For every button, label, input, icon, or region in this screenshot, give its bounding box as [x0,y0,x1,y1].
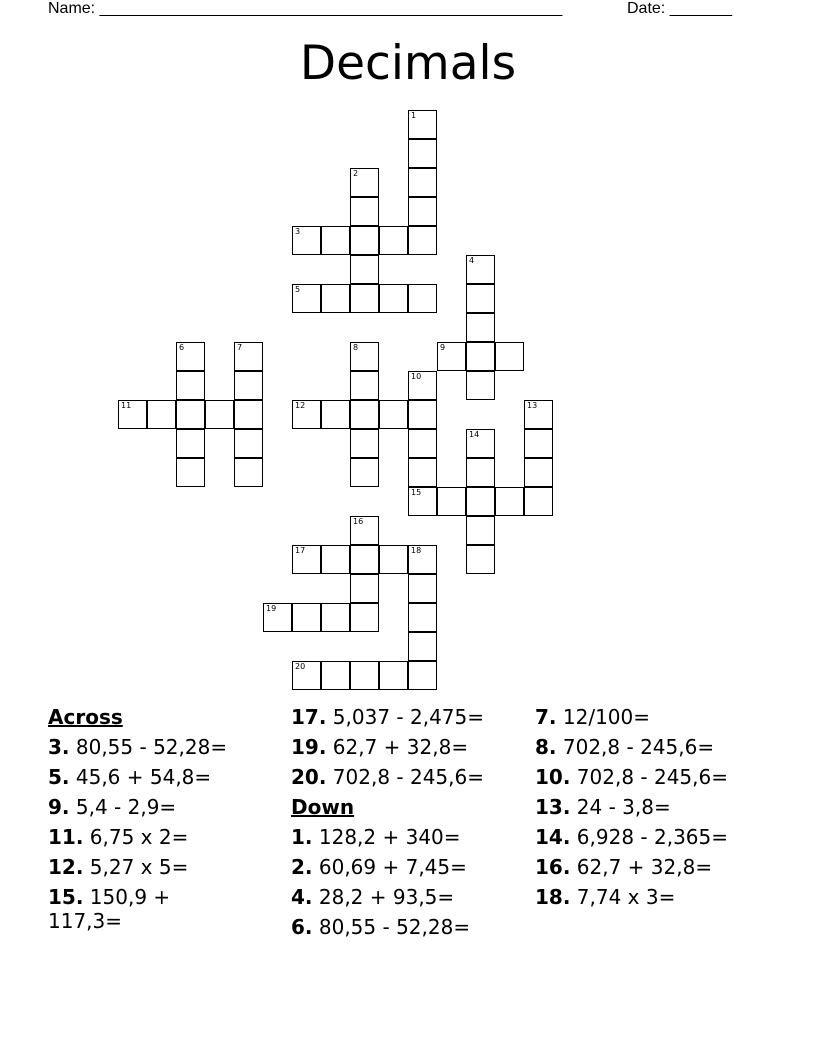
crossword-cell[interactable] [466,516,495,545]
crossword-cell[interactable] [379,284,408,313]
clues-column-2 [291,702,531,942]
crossword-cell[interactable] [321,603,350,632]
crossword-cell[interactable] [176,458,205,487]
crossword-cell[interactable] [466,284,495,313]
crossword-cell[interactable] [176,342,205,371]
crossword-cell[interactable] [408,226,437,255]
crossword-cell[interactable] [292,661,321,690]
crossword-cell[interactable] [350,284,379,313]
crossword-cell[interactable] [234,429,263,458]
crossword-cell[interactable] [466,371,495,400]
cell-number: 20 [295,662,306,671]
clue-across-20: 20. 702,8 - 245,6= [291,765,484,789]
crossword-cell[interactable] [408,458,437,487]
crossword-cell[interactable] [437,342,466,371]
page-title: Decimals [299,36,517,91]
crossword-cell[interactable] [408,110,437,139]
crossword-cell[interactable] [350,458,379,487]
crossword-cell[interactable] [408,139,437,168]
clue-down-13: 13. 24 - 3,8= [535,795,671,819]
down-heading: Down [291,795,355,819]
crossword-cell[interactable] [350,168,379,197]
clue-down-8: 8. 702,8 - 245,6= [535,735,715,759]
crossword-cell[interactable] [176,371,205,400]
crossword-cell[interactable] [292,284,321,313]
crossword-cell[interactable] [408,168,437,197]
crossword-cell[interactable] [466,487,495,516]
crossword-cell[interactable] [292,400,321,429]
crossword-cell[interactable] [466,342,495,371]
crossword-cell[interactable] [408,487,437,516]
crossword-cell[interactable] [408,197,437,226]
crossword-cell[interactable] [321,545,350,574]
crossword-cell[interactable] [495,487,524,516]
clue-down-16: 16. 62,7 + 32,8= [535,855,713,879]
crossword-cell[interactable] [524,487,553,516]
cell-number: 7 [237,343,243,352]
crossword-cell[interactable] [292,545,321,574]
crossword-cell[interactable] [350,400,379,429]
crossword-cell[interactable] [350,603,379,632]
crossword-cell[interactable] [321,400,350,429]
crossword-cell[interactable] [466,255,495,284]
crossword-cell[interactable] [379,226,408,255]
crossword-cell[interactable] [408,400,437,429]
crossword-cell[interactable] [234,400,263,429]
cell-number: 13 [527,401,538,410]
crossword-cell[interactable] [350,255,379,284]
crossword-cell[interactable] [350,342,379,371]
cell-number: 11 [121,401,132,410]
cell-number: 8 [353,343,359,352]
clue-down-4: 4. 28,2 + 93,5= [291,885,455,909]
crossword-cell[interactable] [234,342,263,371]
crossword-cell[interactable] [350,226,379,255]
crossword-cell[interactable] [176,429,205,458]
crossword-cell[interactable] [408,574,437,603]
clue-down-10: 10. 702,8 - 245,6= [535,765,728,789]
crossword-cell[interactable] [350,429,379,458]
cell-number: 16 [353,517,364,526]
crossword-cell[interactable] [350,661,379,690]
clue-down-2: 2. 60,69 + 7,45= [291,855,467,879]
cell-number: 3 [295,227,301,236]
cell-number: 5 [295,285,301,294]
crossword-cell[interactable] [350,197,379,226]
crossword-cell[interactable] [379,545,408,574]
crossword-cell[interactable] [147,400,176,429]
crossword-cell[interactable] [466,458,495,487]
clues-column-3 [535,702,805,912]
across-heading: Across [48,705,123,729]
cell-number: 1 [411,111,417,120]
clue-across-12: 12. 5,27 x 5= [48,855,189,879]
crossword-cell[interactable] [321,284,350,313]
crossword-cell[interactable] [350,545,379,574]
clue-across-15: 15. 150,9 + 117,3= [48,885,171,933]
crossword-cell[interactable] [408,371,437,400]
crossword-cell[interactable] [408,603,437,632]
crossword-cell[interactable] [408,429,437,458]
crossword-cell[interactable] [350,574,379,603]
clue-across-3: 3. 80,55 - 52,28= [48,735,228,759]
clues-column-1 [48,702,273,933]
cell-number: 10 [411,372,422,381]
cell-number: 19 [266,604,277,613]
cell-number: 4 [469,256,475,265]
clue-across-11: 11. 6,75 x 2= [48,825,189,849]
cell-number: 17 [295,546,306,555]
crossword-cell[interactable] [524,400,553,429]
crossword-cell[interactable] [379,400,408,429]
crossword-cell[interactable] [524,458,553,487]
clue-across-17: 17. 5,037 - 2,475= [291,705,484,729]
crossword-cell[interactable] [321,226,350,255]
clue-down-7: 7. 12/100= [535,705,650,729]
crossword-cell[interactable] [292,603,321,632]
clue-across-19: 19. 62,7 + 32,8= [291,735,469,759]
crossword-cell[interactable] [350,371,379,400]
crossword-cell[interactable] [176,400,205,429]
crossword-cell[interactable] [437,487,466,516]
cell-number: 14 [469,430,480,439]
clue-down-14: 14. 6,928 - 2,365= [535,825,728,849]
crossword-cell[interactable] [408,545,437,574]
clue-down-6: 6. 80,55 - 52,28= [291,915,471,939]
crossword-cell[interactable] [466,429,495,458]
crossword-cell[interactable] [379,661,408,690]
crossword-cell[interactable] [408,661,437,690]
clue-across-5: 5. 45,6 + 54,8= [48,765,212,789]
cell-number: 9 [440,343,446,352]
crossword-cell[interactable] [408,284,437,313]
cell-number: 12 [295,401,306,410]
cell-number: 15 [411,488,422,497]
cell-number: 2 [353,169,359,178]
crossword-cell[interactable] [234,458,263,487]
crossword-cell[interactable] [350,516,379,545]
crossword-cell[interactable] [466,313,495,342]
cell-number: 6 [179,343,185,352]
name-field[interactable]: Name: ____________________________________________________ [48,0,563,17]
clue-across-9: 9. 5,4 - 2,9= [48,795,177,819]
clue-down-18: 18. 7,74 x 3= [535,885,676,909]
crossword-cell[interactable] [466,545,495,574]
crossword-cell[interactable] [118,400,147,429]
clue-down-1: 1. 128,2 + 340= [291,825,461,849]
crossword-cell[interactable] [524,429,553,458]
crossword-cell[interactable] [495,342,524,371]
crossword-cell[interactable] [321,661,350,690]
crossword-cell[interactable] [234,371,263,400]
date-field[interactable]: Date: _______ [627,0,732,17]
crossword-cell[interactable] [263,603,292,632]
crossword-cell[interactable] [205,400,234,429]
crossword-cell[interactable] [292,226,321,255]
crossword-cell[interactable] [408,632,437,661]
cell-number: 18 [411,546,422,555]
